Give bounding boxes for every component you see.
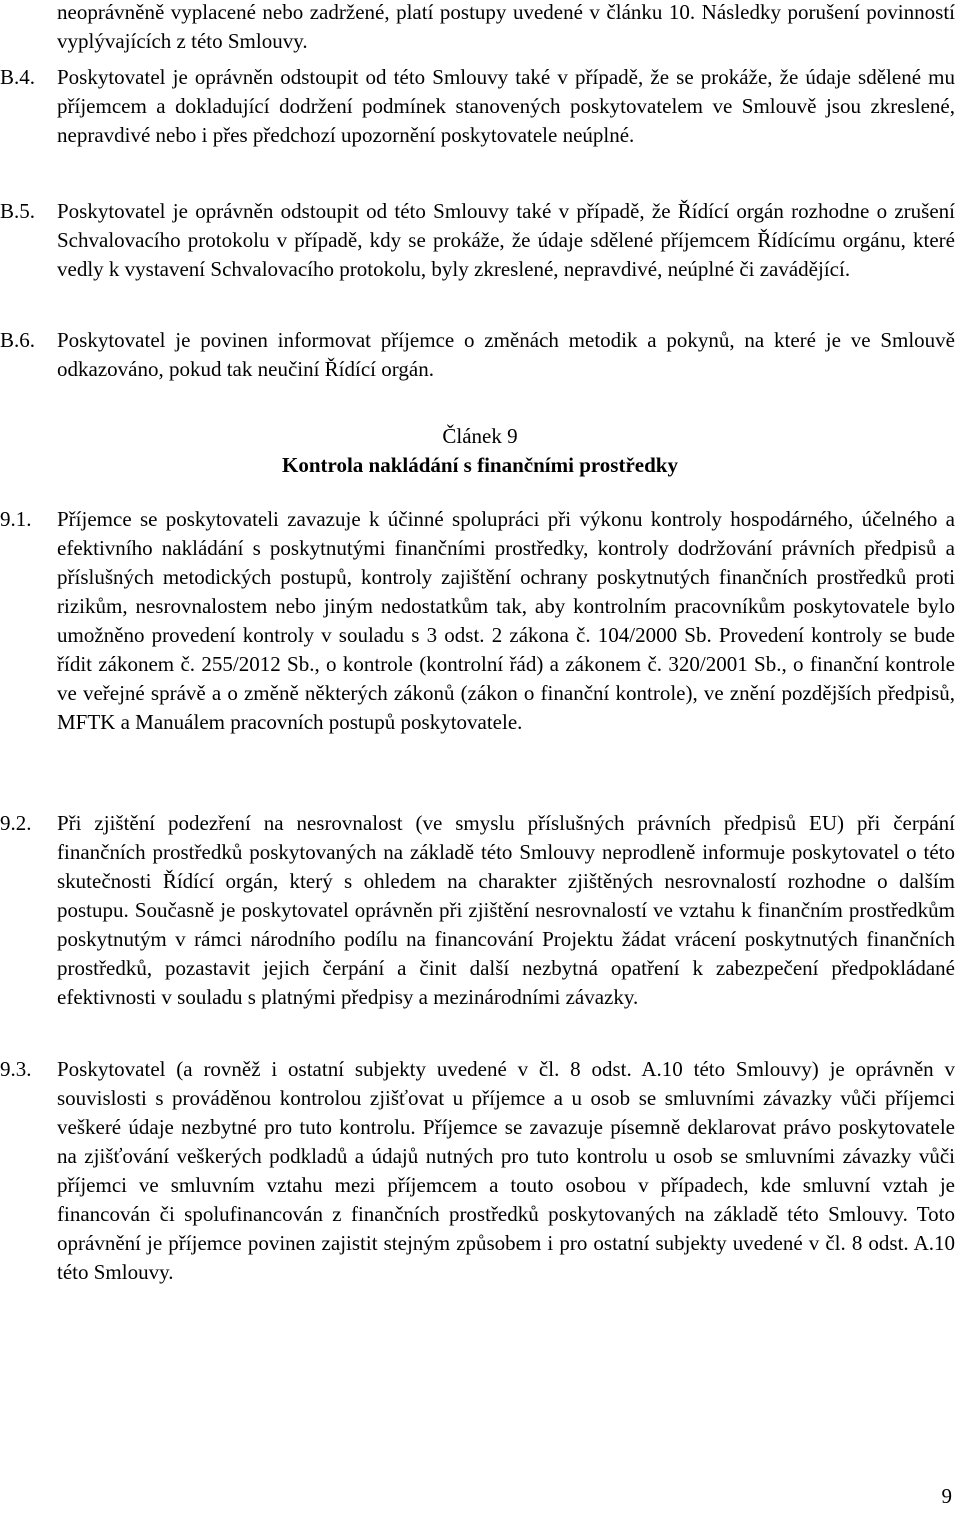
page-number: 9 (941, 1484, 952, 1508)
paragraph-number: B.6. (0, 328, 36, 352)
section-number: 9.1. (0, 507, 32, 531)
paragraph-number: B.5. (0, 199, 36, 223)
section-number: 9.2. (0, 811, 32, 835)
section-9-3 (0, 1055, 960, 1287)
section-9-2 (0, 809, 960, 1012)
paragraph-b6 (0, 326, 960, 384)
article-label: Článek 9 (442, 424, 518, 448)
paragraph-text: Poskytovatel je oprávněn odstoupit od této Smlouvy také v případě, že Řídící orgán rozhodne o zrušení Schvalovacího protokolu v případě, kdy se prokáže, že údaje sdělené příjemcem Řídícímu orgánu, které vedly k vystavení Schvalovacího protokolu, byly zkreslené, nepravdivé, neúplné či zavádějící. (57, 199, 955, 281)
section-text: Poskytovatel (a rovněž i ostatní subjekty uvedené v čl. 8 odst. A.10 této Smlouvy) je oprávněn v souvislosti s prováděnou kontrolou zjišťovat u příjemce a u osob se smluvními závazky vůči příjemci veškeré údaje nezbytné pro tuto kontrolu. Příjemce se zavazuje písemně deklarovat právo poskytovatele na zjišťování veškerých podkladů a údajů nutných pro tuto kontrolu u osob se smluvními závazky vůči příjemci ve smluvním vztahu mezi příjemcem a touto osobou v případech, kde smluvní vztah je financován či spolufinancován z finančních prostředků poskytovaných na základě této Smlouvy. Toto oprávnění je příjemce povinen zajistit stejným způsobem i pro ostatní subjekty uvedené v čl. 8 odst. A.10 této Smlouvy. (57, 1057, 955, 1284)
paragraph-b5 (0, 197, 960, 284)
paragraph-intro (0, 0, 960, 56)
paragraph-number: B.4. (0, 65, 36, 89)
paragraph-text: Poskytovatel je oprávněn odstoupit od této Smlouvy také v případě, že se prokáže, že údaje sdělené mu příjemcem a dokladující dodržení podmínek stanovených poskytovatelem ve Smlouvě jsou zkreslené, nepravdivé nebo i přes předchozí upozornění poskytovatele neúplné. (57, 65, 955, 147)
section-text: Příjemce se poskytovateli zavazuje k účinné spolupráci při výkonu kontroly hospodárného, účelného a efektivního nakládání s poskytnutými finančními prostředky, kontroly dodržování právních předpisů a příslušných metodických postupů, kontroly zajištění ochrany poskytnutých finančních prostředků proti rizikům, nesrovnalostem nebo jiným nedostatkům tak, aby kontrolním pracovníkům poskytovatele bylo umožněno provedení kontroly v souladu s 3 odst. 2 zákona č. 104/2000 Sb. Provedení kontroly se bude řídit zákonem č. 255/2012 Sb., o kontrole (kontrolní řád) a zákonem č. 320/2001 Sb., o finanční kontrole ve veřejné správě a o změně některých zákonů (zákon o finanční kontrole), ve znění pozdějších předpisů, MFTK a Manuálem pracovních postupů poskytovatele. (57, 507, 955, 734)
paragraph-text: Poskytovatel je povinen informovat příjemce o změnách metodik a pokynů, na které je ve Smlouvě odkazováno, pokud tak neučiní Řídící orgán. (57, 328, 955, 381)
section-text: Při zjištění podezření na nesrovnalost (ve smyslu příslušných právních předpisů EU) při čerpání finančních prostředků poskytovaných na základě této Smlouvy neprodleně informuje poskytovatel o této skutečnosti Řídící orgán, který s ohledem na charakter zjištěných nesrovnalostí rozhodne o dalším postupu. Současně je poskytovatel oprávněn při zjištění nesrovnalostí ve vztahu k finančním prostředkům poskytnutým v rámci národního podílu na financování Projektu žádat vrácení poskytnutých finančních prostředků, pozastavit jejich čerpání a činit další nezbytná opatření k zabezpečení předpokládané efektivnosti v souladu s platnými předpisy a mezinárodními závazky. (57, 811, 955, 1009)
article-title: Kontrola nakládání s finančními prostředky (282, 453, 678, 477)
paragraph-b4 (0, 63, 960, 150)
section-number: 9.3. (0, 1057, 32, 1081)
paragraph-text: neoprávněně vyplacené nebo zadržené, platí postupy uvedené v článku 10. Následky porušení povinností vyplývajících z této Smlouvy. (57, 0, 955, 53)
article-heading (0, 422, 960, 480)
section-9-1 (0, 505, 960, 737)
